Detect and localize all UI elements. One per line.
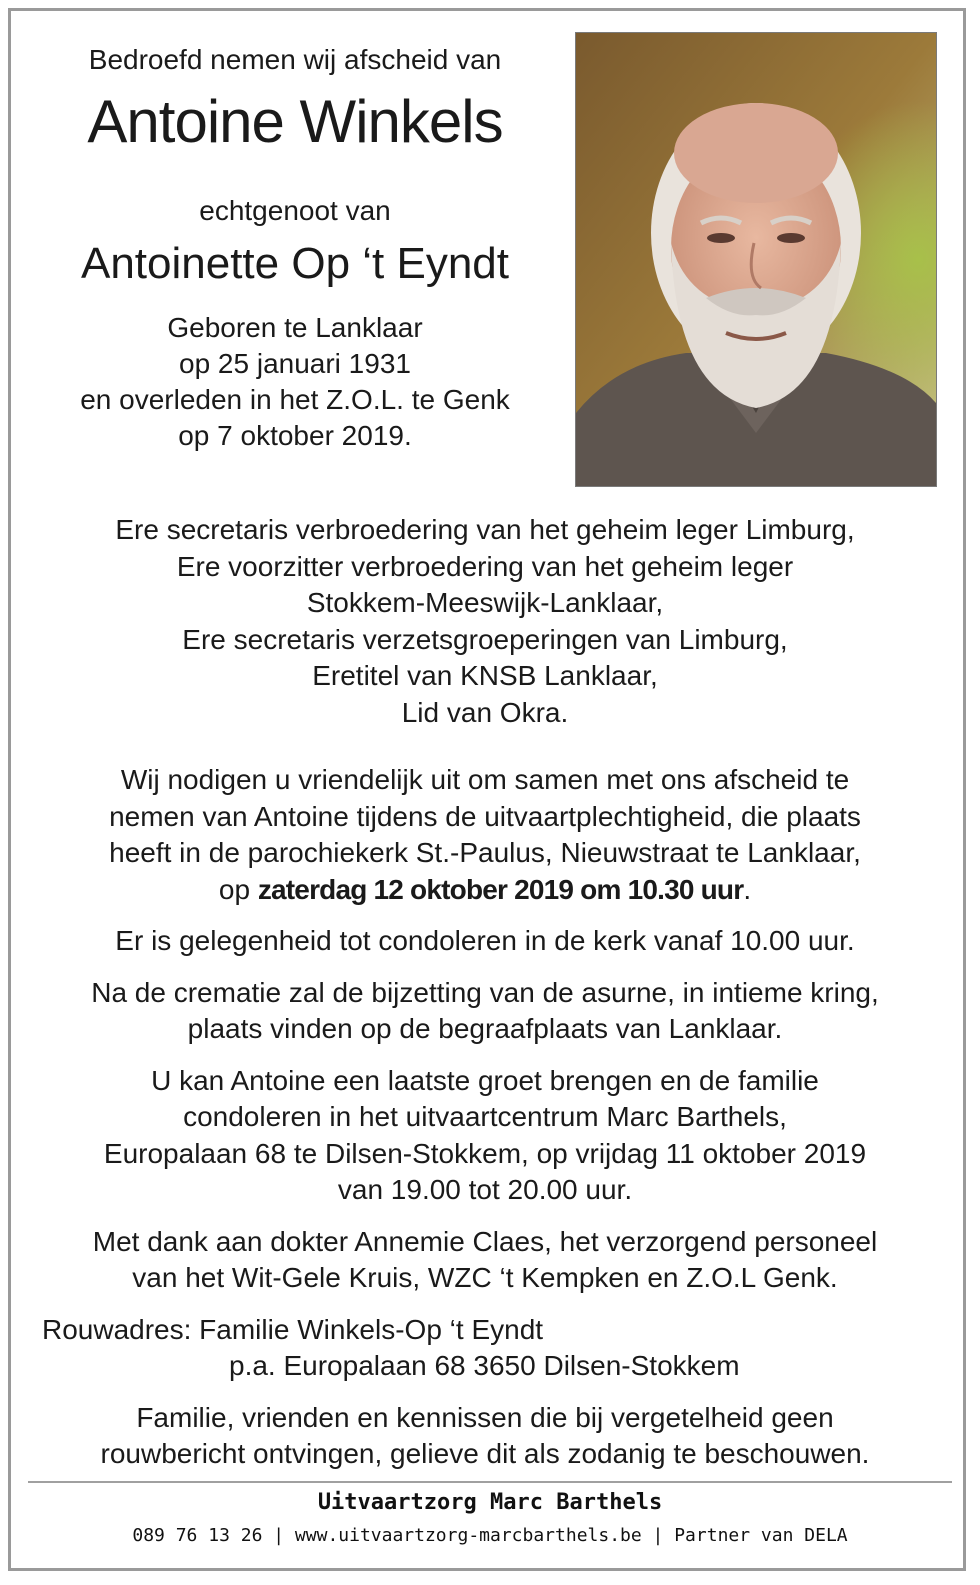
address-line: Rouwadres: Familie Winkels-Op ‘t Eyndt bbox=[42, 1313, 544, 1345]
visitation-line: van 19.00 tot 20.00 uur. bbox=[337, 1174, 633, 1205]
thanks-line: van het Wit-Gele Kruis, WZC ‘t Kempken en Z.O.L Genk. bbox=[132, 1262, 838, 1293]
ceremony-datetime: zaterdag 12 oktober 2019 om 10.30 uur bbox=[257, 873, 744, 905]
intro-text: Bedroefd nemen wij afscheid van bbox=[88, 44, 502, 75]
mourning-address bbox=[30, 1312, 940, 1385]
cremation-line: Na de crematie zal de bijzetting van de asurne, in intieme kring, bbox=[91, 976, 879, 1008]
invitation-prefix: op bbox=[218, 873, 258, 905]
invitation-line: Wij nodigen u vriendelijk uit om samen met ons afscheid te bbox=[120, 764, 850, 795]
visitation-paragraph bbox=[30, 1063, 940, 1209]
invitation-line: heeft in de parochiekerk St.-Paulus, Nieuwstraat te Lanklaar, bbox=[109, 837, 861, 868]
life-line: op 7 oktober 2019. bbox=[178, 420, 412, 451]
title-line: Eretitel van KNSB Lanklaar, bbox=[312, 660, 658, 691]
life-line: en overleden in het Z.O.L. te Genk bbox=[80, 384, 510, 415]
thanks-paragraph bbox=[30, 1224, 940, 1297]
portrait-photo bbox=[575, 32, 937, 487]
footer-divider bbox=[28, 1481, 952, 1483]
visitation-line: condoleren in het uitvaartcentrum Marc Barthels, bbox=[183, 1101, 787, 1132]
notice-header bbox=[30, 40, 560, 454]
title-line: Ere secretaris verbroedering van het geheim leger Limburg, bbox=[115, 514, 855, 545]
spouse-name: Antoinette Op ‘t Eyndt bbox=[80, 239, 510, 288]
thanks-line: Met dank aan dokter Annemie Claes, het verzorgend personeel bbox=[92, 1225, 878, 1257]
visitation-line: Europalaan 68 te Dilsen-Stokkem, op vrijdag 11 oktober 2019 bbox=[103, 1137, 867, 1169]
invitation-line: nemen van Antoine tijdens de uitvaartplechtigheid, die plaats bbox=[109, 800, 861, 832]
deceased-name: Antoine Winkels bbox=[87, 88, 503, 155]
condolence-paragraph: Er is gelegenheid tot condoleren in de kerk vanaf 10.00 uur. bbox=[115, 925, 855, 956]
spouse-label: echtgenoot van bbox=[199, 195, 391, 226]
invitation-paragraph bbox=[30, 762, 940, 908]
title-line: Stokkem-Meeswijk-Lanklaar, bbox=[306, 587, 664, 618]
title-line: Ere voorzitter verbroedering van het geheim leger bbox=[176, 550, 794, 582]
title-line: Lid van Okra. bbox=[401, 696, 569, 728]
notice-body bbox=[30, 512, 940, 1473]
cremation-line: plaats vinden op de begraafplaats van Lanklaar. bbox=[187, 1013, 783, 1044]
visitation-line: U kan Antoine een laatste groet brengen en de familie bbox=[151, 1064, 819, 1096]
notice-line: Familie, vrienden en kennissen die bij vergetelheid geen bbox=[136, 1401, 834, 1433]
invitation-suffix: . bbox=[743, 873, 752, 905]
notice-paragraph bbox=[30, 1400, 940, 1473]
honorary-titles bbox=[30, 512, 940, 731]
funeral-home-contact: 089 76 13 26 | www.uitvaartzorg-marcbarthels.be | Partner van DELA bbox=[132, 1525, 848, 1546]
funeral-home-name: Uitvaartzorg Marc Barthels bbox=[317, 1490, 663, 1515]
funeral-home-footer bbox=[28, 1486, 952, 1552]
cremation-paragraph bbox=[30, 975, 940, 1048]
notice-line: rouwbericht ontvingen, gelieve dit als zodanig te beschouwen. bbox=[100, 1438, 870, 1469]
address-line: p.a. Europalaan 68 3650 Dilsen-Stokkem bbox=[229, 1350, 740, 1381]
life-line: Geboren te Lanklaar bbox=[167, 312, 423, 343]
title-line: Ere secretaris verzetsgroeperingen van Limburg, bbox=[182, 623, 788, 655]
life-dates bbox=[30, 310, 560, 454]
life-line: op 25 januari 1931 bbox=[179, 348, 411, 379]
